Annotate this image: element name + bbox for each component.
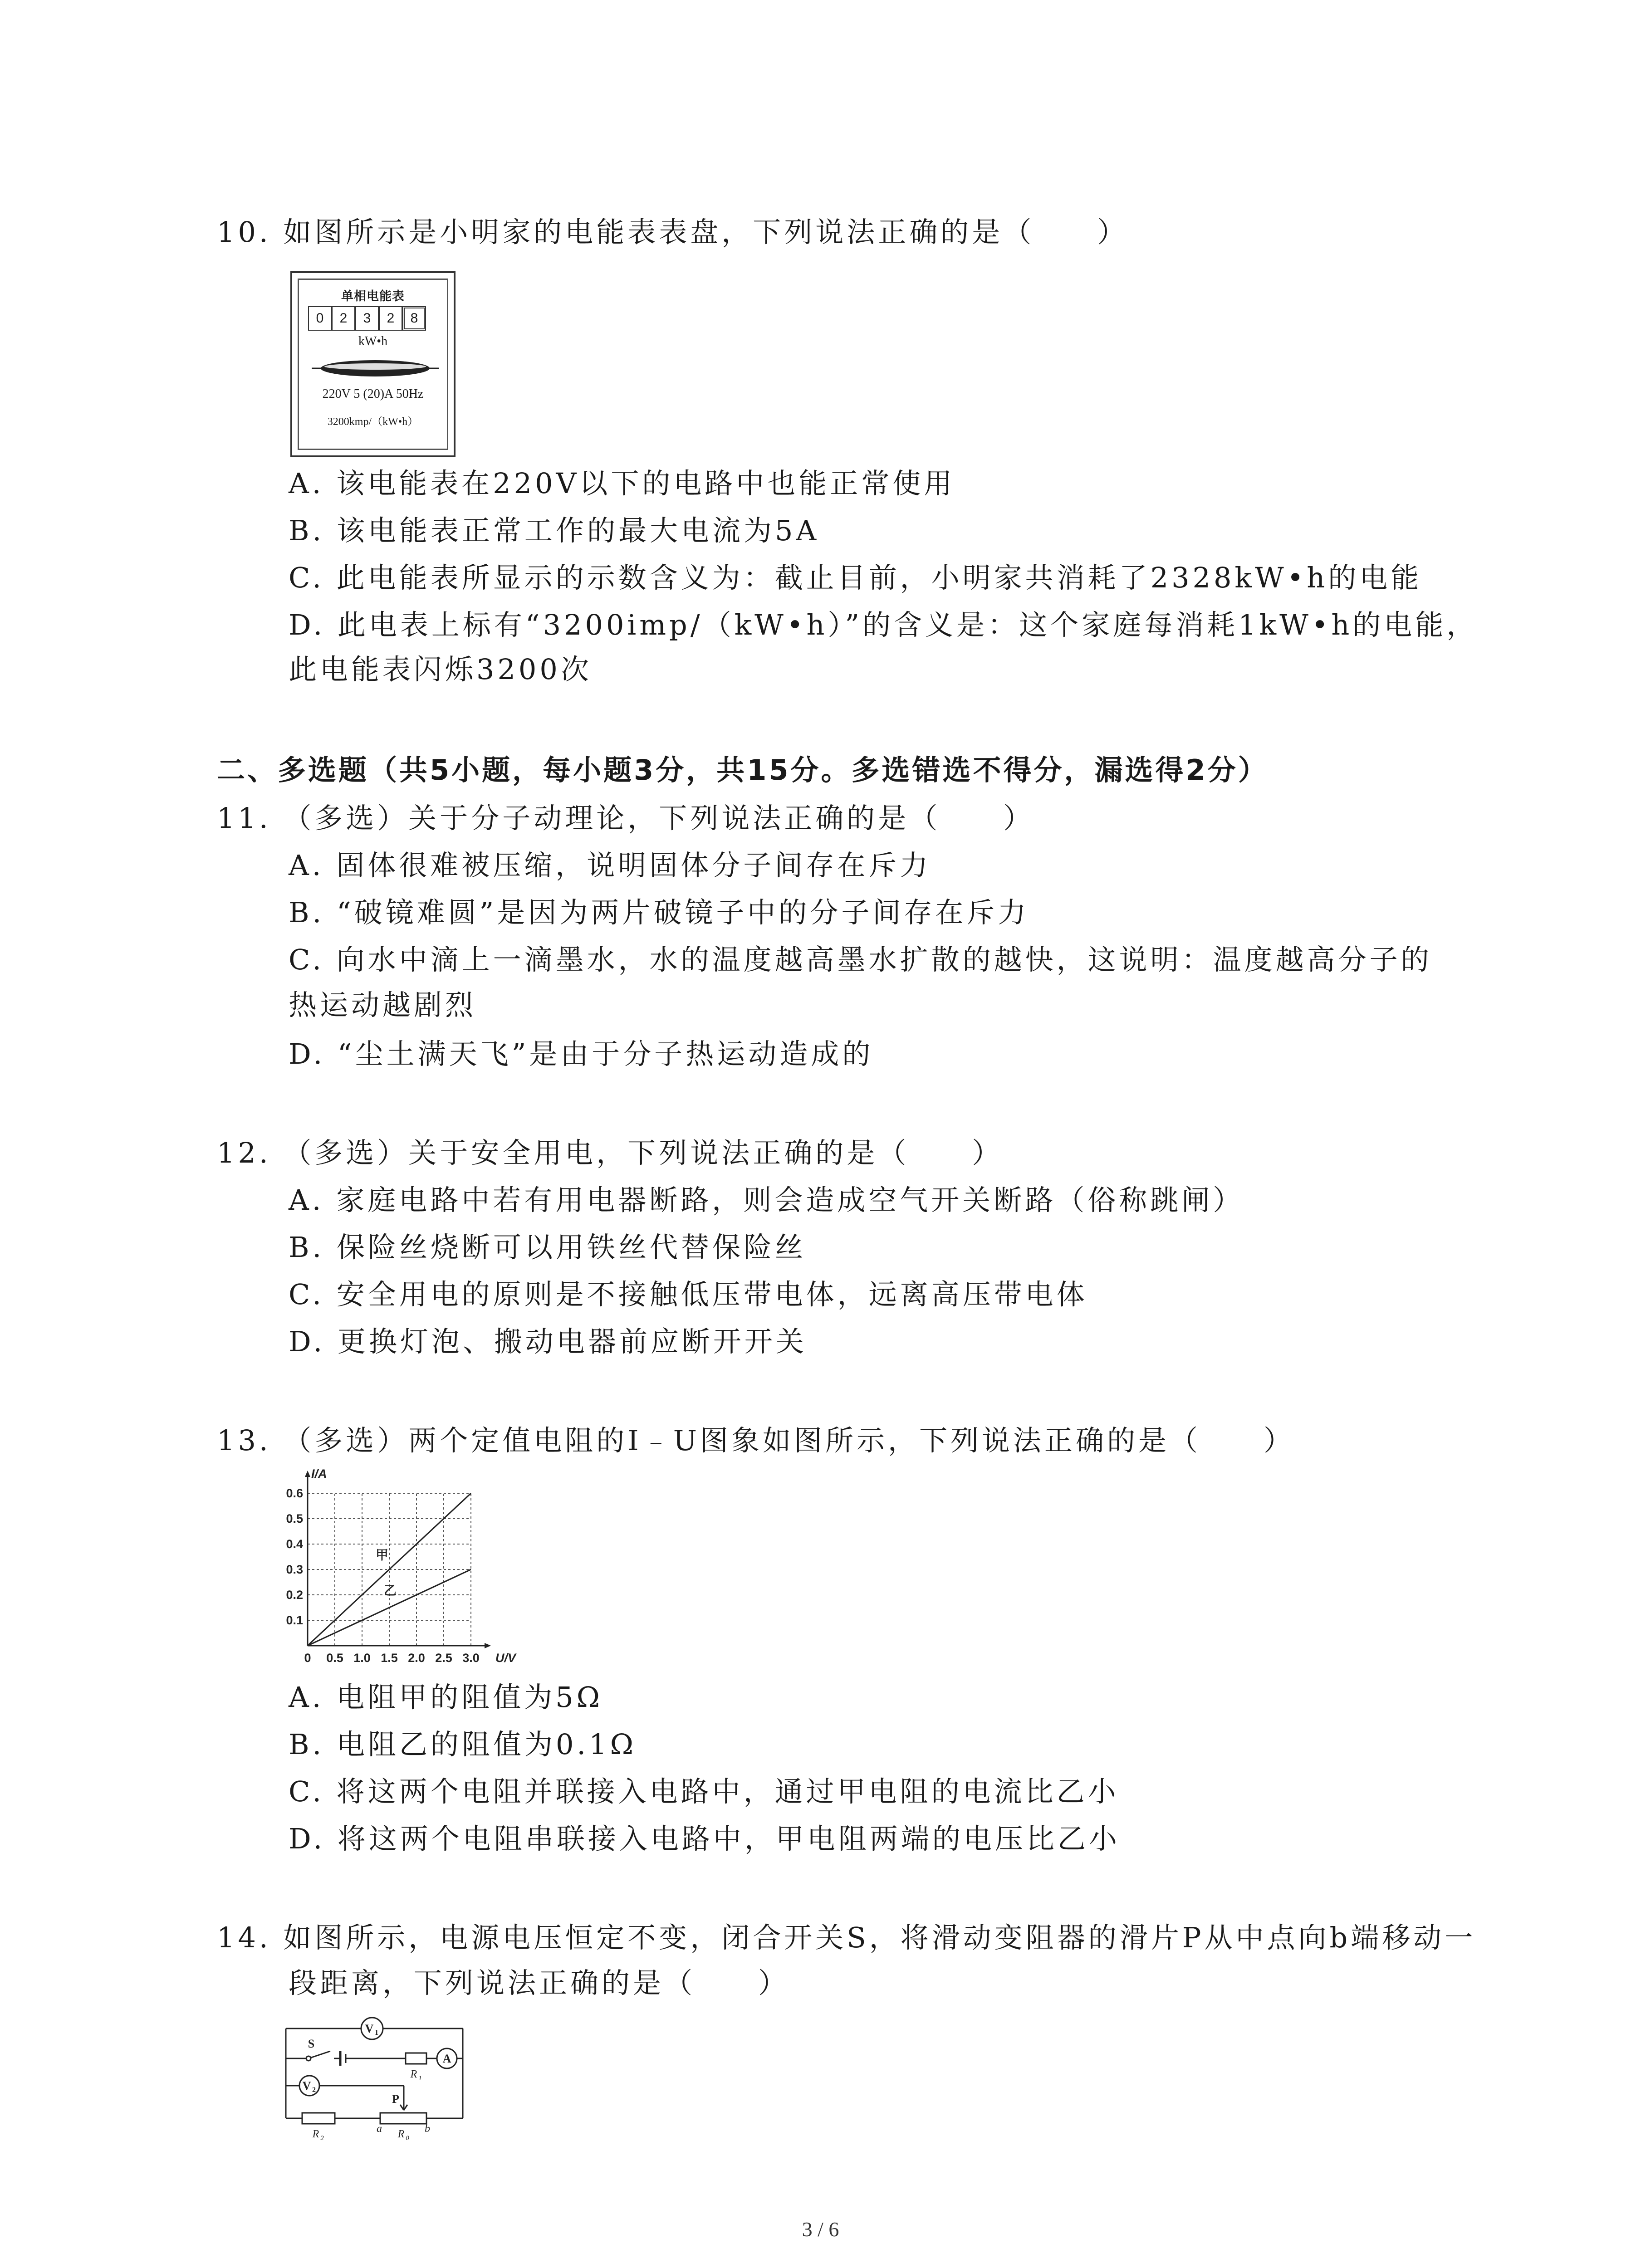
q12-option-d: D. 更换灯泡、搬动电器前应断开开关 [289, 1325, 807, 1358]
v2-sub: 2 [312, 2086, 316, 2094]
series-label: 甲 [376, 1547, 389, 1563]
meter-digit: 2 [332, 306, 355, 331]
q10-option-a: A. 该电能表在220V以下的电路中也能正常使用 [289, 467, 955, 500]
q13-stem: 13. （多选）两个定值电阻的I﹣U图象如图所示，下列说法正确的是（ ） [217, 1424, 1295, 1457]
x-axis-arrow [485, 1643, 491, 1648]
x-tick-label: 1.5 [381, 1651, 398, 1665]
q13-option-a: A. 电阻甲的阻值为5Ω [289, 1681, 603, 1714]
r2-label: R [312, 2128, 319, 2140]
q13-option-d: D. 将这两个电阻串联接入电路中，甲电阻两端的电压比乙小 [289, 1822, 1120, 1855]
x-tick-label: 0.5 [326, 1651, 343, 1665]
y-axis-arrow [305, 1471, 310, 1477]
r2-sub: 2 [320, 2135, 324, 2141]
r1-sub: 1 [418, 2075, 422, 2082]
x-axis-label: U/V [495, 1651, 516, 1665]
q10-option-d: D. 此电表上标有“3200imp/（kW•h）”的含义是：这个家庭每消耗1kW•h的电能， [289, 608, 1478, 641]
r0-rheostat [380, 2113, 426, 2124]
y-axis-label: I/A [311, 1467, 327, 1481]
q10-option-b: B. 该电能表正常工作的最大电流为5A [289, 514, 820, 547]
q13-option-c: C. 将这两个电阻并联接入电路中，通过甲电阻的电流比乙小 [289, 1775, 1119, 1808]
q10-option-c: C. 此电能表所显示的示数含义为：截止目前，小明家共消耗了2328kW•h的电能 [289, 561, 1422, 594]
r0-sub: 0 [406, 2135, 409, 2141]
r1-resistor [406, 2053, 426, 2064]
q10-option-d-cont: 此电能表闪烁3200次 [289, 653, 592, 686]
meter-unit: kW•h [358, 334, 388, 348]
q11-option-a: A. 固体很难被压缩，说明固体分子间存在斥力 [289, 849, 931, 882]
y-tick-label: 0.6 [286, 1486, 303, 1500]
r0-label: R [397, 2128, 405, 2140]
switch-label: S [308, 2037, 315, 2050]
meter-digits [308, 306, 426, 331]
q12-option-c: C. 安全用电的原则是不接触低压带电体，远离高压带电体 [289, 1278, 1088, 1311]
meter-digit-decimal: 8 [402, 306, 426, 331]
v1-label: V [365, 2022, 374, 2035]
y-tick-label: 0.2 [286, 1588, 303, 1602]
q11-option-c-cont: 热运动越剧烈 [289, 988, 477, 1022]
ammeter-label: A [442, 2052, 451, 2065]
end-b-label: b [425, 2123, 430, 2135]
q12-option-a: A. 家庭电路中若有用电器断路，则会造成空气开关断路（俗称跳闸） [289, 1183, 1244, 1217]
meter-digit: 0 [308, 306, 332, 331]
q10-stem: 10. 如图所示是小明家的电能表表盘，下列说法正确的是（ ） [217, 215, 1129, 249]
meter-spec: 220V 5 (20)A 50Hz [322, 387, 424, 401]
q11-stem: 11. （多选）关于分子动理论，下列说法正确的是（ ） [217, 802, 1035, 835]
q11-option-d: D. “尘土满天飞”是由于分子热运动造成的 [289, 1037, 874, 1070]
v1-sub: 1 [375, 2029, 378, 2037]
slider-label: P [392, 2092, 399, 2106]
v2-label: V [302, 2079, 311, 2092]
x-tick-label: 1.0 [353, 1651, 371, 1665]
page-number: 3 / 6 [802, 2218, 839, 2241]
y-tick-label: 0.5 [286, 1512, 303, 1525]
x-tick-label: 2.5 [435, 1651, 452, 1665]
x-tick-label: 0 [304, 1651, 311, 1665]
meter-imp: 3200kmp/（kW•h） [327, 416, 419, 428]
circuit-diagram [272, 2009, 490, 2141]
end-a-label: a [377, 2123, 382, 2135]
y-tick-label: 0.1 [286, 1613, 303, 1627]
electric-meter-figure [290, 271, 456, 457]
x-tick-label: 2.0 [408, 1651, 425, 1665]
r2-resistor [302, 2113, 335, 2124]
iu-graph-chart [272, 1464, 526, 1682]
meter-digit: 2 [379, 306, 402, 331]
meter-title: 单相电能表 [341, 289, 405, 303]
q12-stem: 12. （多选）关于安全用电，下列说法正确的是（ ） [217, 1136, 1004, 1169]
meter-frame [298, 279, 448, 450]
y-tick-label: 0.4 [286, 1537, 303, 1551]
q14-stem: 14. 如图所示，电源电压恒定不变，闭合开关S，将滑动变阻器的滑片P从中点向b端移动一 [217, 1921, 1476, 1954]
q14-stem-cont: 段距离，下列说法正确的是（ ） [289, 1966, 790, 1999]
meter-digit: 3 [355, 306, 379, 331]
q11-option-b: B. “破镜难圆”是因为两片破镜子中的分子间存在斥力 [289, 896, 1029, 929]
series-label: 乙 [384, 1583, 397, 1598]
meter-disc-icon [307, 352, 443, 384]
y-tick-label: 0.3 [286, 1563, 303, 1576]
q12-option-b: B. 保险丝烧断可以用铁丝代替保险丝 [289, 1231, 806, 1264]
section-heading: 二、多选题（共5小题，每小题3分，共15分。多选错选不得分，漏选得2分） [217, 753, 1269, 787]
q13-option-b: B. 电阻乙的阻值为0.1Ω [289, 1728, 637, 1761]
r1-label: R [410, 2068, 417, 2080]
x-tick-label: 3.0 [462, 1651, 480, 1665]
q11-option-c: C. 向水中滴上一滴墨水，水的温度越高墨水扩散的越快，这说明：温度越高分子的 [289, 943, 1432, 976]
